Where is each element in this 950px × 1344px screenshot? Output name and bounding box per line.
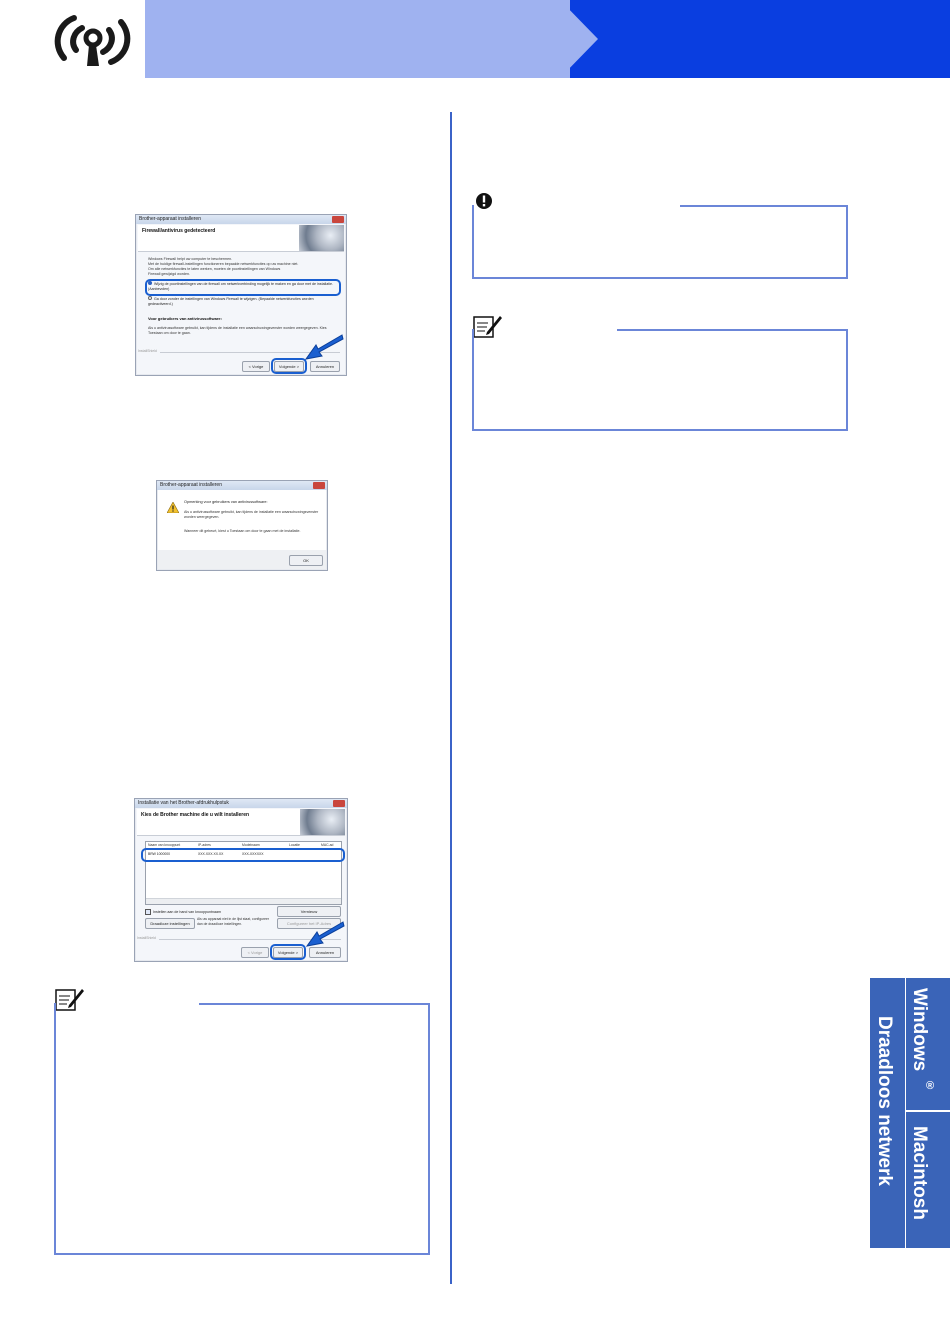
tab-label-registered: ® — [924, 1080, 936, 1092]
ok-button[interactable]: OK — [289, 555, 323, 566]
column-header: IP-adres — [198, 843, 211, 847]
back-button[interactable]: < Vorige — [242, 361, 270, 372]
wireless-settings-note: Als uw apparaat niet in de lijst staat, configureer dan de draadloze instellingen. — [197, 917, 269, 926]
dialog-banner — [138, 225, 344, 252]
pointer-arrow-icon — [304, 333, 344, 361]
header-arrow — [560, 0, 598, 78]
configure-ip-button[interactable]: Configureer het IP-Adres — [277, 918, 341, 929]
antivirus-note-heading: Opmerking voor gebruikers van antivirussoftware: — [184, 500, 268, 504]
note-box-right — [472, 329, 848, 431]
dialog-title: Brother-apparaat installeren — [136, 215, 346, 224]
important-box — [472, 205, 848, 279]
column-header: Locatie — [289, 843, 300, 847]
column-header: Modelnaam — [242, 843, 260, 847]
refresh-button[interactable]: Vernieuw — [277, 906, 341, 917]
note-box-topline — [617, 329, 846, 331]
next-button-highlight — [270, 944, 306, 960]
antivirus-heading: Voor gebruikers van antivirussoftware: — [148, 316, 222, 321]
tab-label-mac: Macintosh — [909, 1126, 930, 1220]
cell-model-name: XXX-XXXXXX — [242, 852, 264, 856]
intro-line: Met de huidige firewall-instellingen functioneren bepaalde netwerkfuncties op uw machine niet. — [148, 262, 299, 266]
antivirus-dialog-screenshot — [156, 480, 328, 571]
firewall-dialog-screenshot — [135, 214, 347, 376]
intro-line: Windows Firewall helpt uw computer te beschermen. — [148, 257, 233, 261]
header-light-band — [145, 0, 570, 78]
brother-swirl-graphic — [299, 225, 344, 251]
note-box-left — [54, 1003, 430, 1255]
banner-title: Kies de Brother machine die u wilt installeren — [141, 812, 250, 818]
intro-line: Om alle netwerkfuncties te laten werken, moeten de poortinstellingen van Windows — [148, 267, 281, 271]
dialog-title: Installatie van het Brother-afdrukhulpstuk — [135, 799, 347, 808]
next-button[interactable]: Volgende > — [274, 361, 304, 372]
important-box-topline — [680, 205, 846, 207]
checkbox-checked[interactable] — [145, 909, 151, 915]
antivirus-text: Als u antivirussoftware gebruikt, kan tijdens de installatie een waarschuwingsvenster worden weergegeven. Kies Toestaan om door te gaan. — [148, 326, 327, 335]
intro-line: Firewall gewijzigd worden. — [148, 272, 190, 276]
option1-highlight — [145, 279, 341, 296]
antivirus-note-line2: Wanneer dit gebeurt, kiest u Toestaan om door te gaan met de installatie. — [184, 529, 301, 533]
warning-triangle-icon — [167, 502, 179, 513]
nodename-checkbox[interactable] — [145, 909, 221, 915]
option-keep-firewall[interactable] — [148, 296, 326, 307]
close-icon — [333, 800, 345, 807]
option2-label: Ga door zonder de instellingen van Windows Firewall te wijzigen. (Bepaalde netwerkfuncties worden gedeactiveerd.) — [148, 297, 314, 306]
cell-ip-address: XXX.XXX.XX.XX — [198, 852, 224, 856]
close-icon — [332, 216, 344, 223]
tab-label-windows: Windows — [909, 988, 930, 1072]
tab-divider — [906, 1110, 950, 1112]
tab-label-windows-wrap — [906, 986, 946, 1106]
next-button-highlight — [271, 358, 307, 374]
installshield-label: InstallShield — [137, 936, 156, 940]
note-box-topline — [199, 1003, 428, 1005]
pointer-arrow-icon — [305, 920, 345, 948]
dialog-title: Brother-apparaat installeren — [157, 481, 327, 490]
close-icon — [313, 482, 325, 489]
cell-node-name: BRW 1000000 — [148, 852, 170, 856]
antivirus-note-line1: Als u antivirussoftware gebruikt, kan tijdens de installatie een waarschuwingsvenster worden weergegeven. — [184, 510, 319, 519]
column-header: MAC-ad — [321, 843, 334, 847]
cancel-button[interactable]: Annuleren — [309, 947, 341, 958]
tab-label-section: Draadloos netwerk — [874, 1016, 895, 1186]
intro-text — [148, 257, 338, 277]
wireless-signal-icon — [50, 10, 135, 70]
checkbox-label: Instellen aan de hand van knooppuntnaam — [153, 909, 221, 914]
brother-swirl-graphic — [300, 809, 345, 835]
banner-title: Firewall/antivirus gedetecteerd — [142, 228, 216, 234]
column-divider — [450, 112, 452, 1284]
radio-unselected[interactable] — [148, 296, 152, 300]
select-machine-dialog-screenshot — [134, 798, 348, 962]
wireless-logo — [50, 10, 135, 70]
header-dark-band — [560, 0, 950, 78]
back-button[interactable]: < Vorige — [241, 947, 269, 958]
cancel-button[interactable]: Annuleren — [310, 361, 340, 372]
row-highlight — [141, 848, 345, 862]
horizontal-scrollbar[interactable] — [146, 898, 341, 904]
installshield-label: InstallShield — [138, 349, 157, 353]
column-header: Naam van knooppunt — [148, 843, 181, 847]
next-button[interactable]: Volgende > — [273, 947, 303, 958]
wireless-settings-button[interactable]: Draadloze instellingen — [145, 918, 195, 929]
option1-label: Wijzig de poortinstellingen van de firewall om netwerkverbinding mogelijk te maken en ga door met de installatie. (Aanbevolen) — [148, 282, 333, 291]
dialog-banner — [137, 809, 345, 836]
